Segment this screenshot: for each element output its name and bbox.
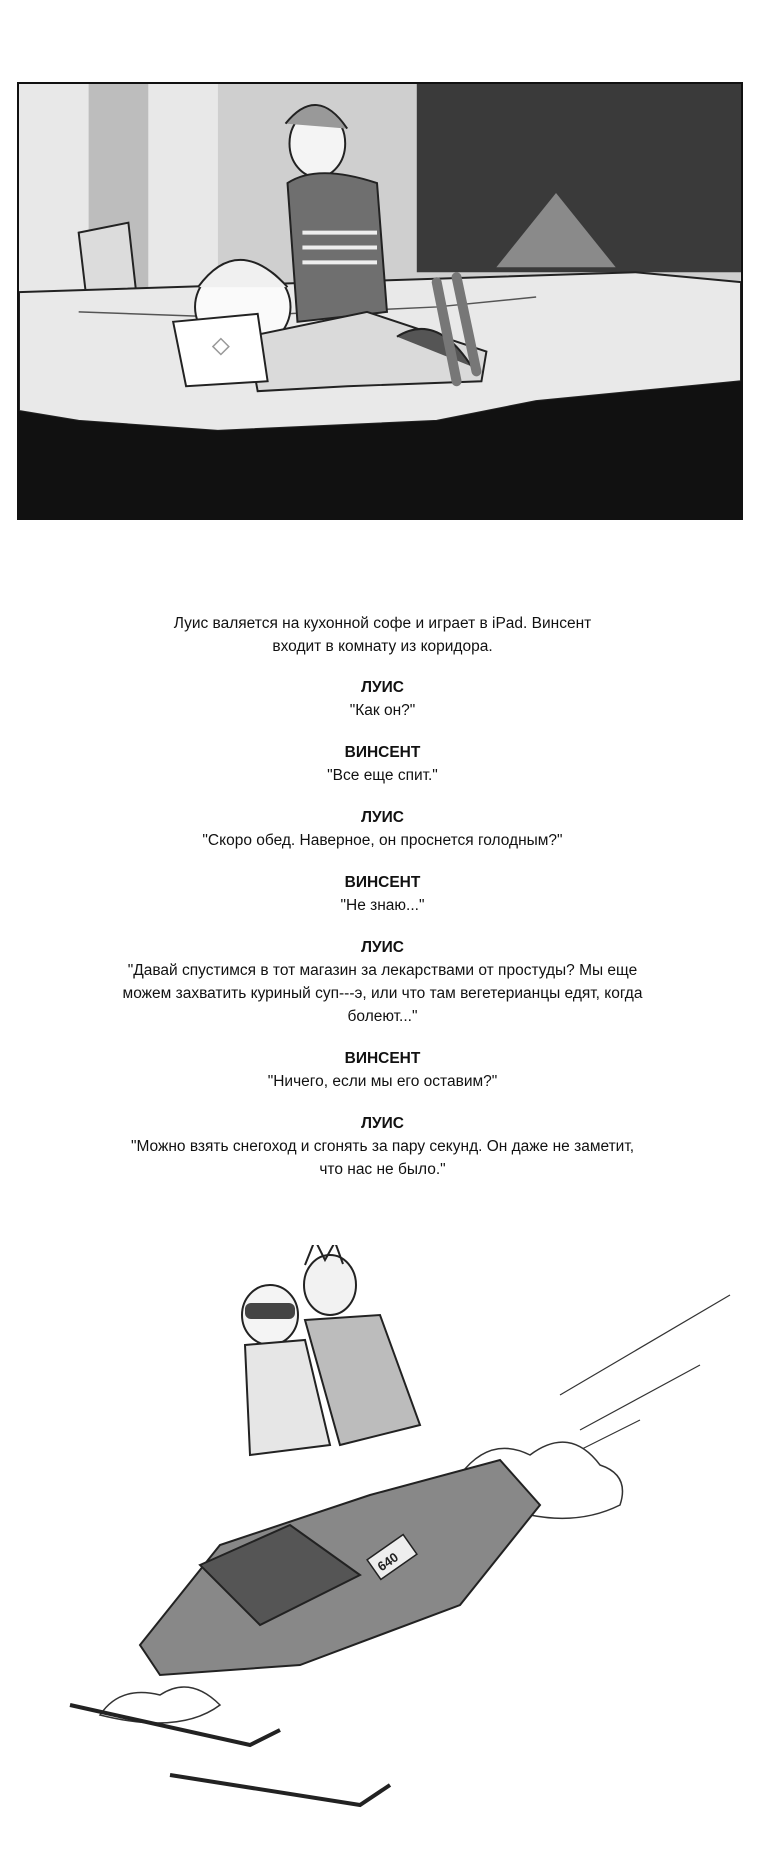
snowmobile-illustration: [40, 1245, 740, 1845]
dialogue-block: [0, 676, 765, 722]
dialogue-block: [0, 741, 765, 787]
dialogue-line: "Давай спустимся в тот магазин за лекарствами от простуды? Мы еще можем захватить куриный суп---э, или что там вегетерианцы едят, когда болеют...": [122, 962, 643, 1025]
dialogue-line: "Не знаю...": [340, 897, 425, 914]
stage-direction: Луис валяется на кухонной софе и играет в iPad. Винсент входит в комнату из коридора.: [173, 615, 592, 655]
dialogue-line: "Как он?": [349, 702, 416, 719]
dialogue-block: [0, 1047, 765, 1093]
speaker-name: ЛУИС: [361, 679, 404, 696]
snowmobile-drawing: [40, 1245, 740, 1845]
dialogue-line: "Можно взять снегоход и сгонять за пару секунд. Он даже не заметит, что нас не было.": [130, 1138, 635, 1178]
dialogue-line: "Скоро обед. Наверное, он проснется голодным?": [202, 832, 563, 849]
script-text: [0, 612, 765, 1200]
snowmobile-plate-number: 640: [374, 1549, 402, 1575]
speaker-name: ВИНСЕНТ: [344, 744, 421, 761]
speaker-name: ЛУИС: [361, 809, 404, 826]
sofa-scene-drawing: [19, 84, 741, 518]
speaker-name: ЛУИС: [361, 1115, 404, 1132]
dialogue-block: [0, 871, 765, 917]
speaker-name: ВИНСЕНТ: [344, 1050, 421, 1067]
comic-panel-sofa: [17, 82, 743, 520]
speaker-name: ВИНСЕНТ: [344, 874, 421, 891]
dialogue-line: "Все еще спит.": [327, 767, 438, 784]
dialogue-block: [0, 1112, 765, 1181]
dialogue-block: [0, 936, 765, 1028]
dialogue-line: "Ничего, если мы его оставим?": [267, 1073, 498, 1090]
dialogue-block: [0, 806, 765, 852]
speaker-name: ЛУИС: [361, 939, 404, 956]
